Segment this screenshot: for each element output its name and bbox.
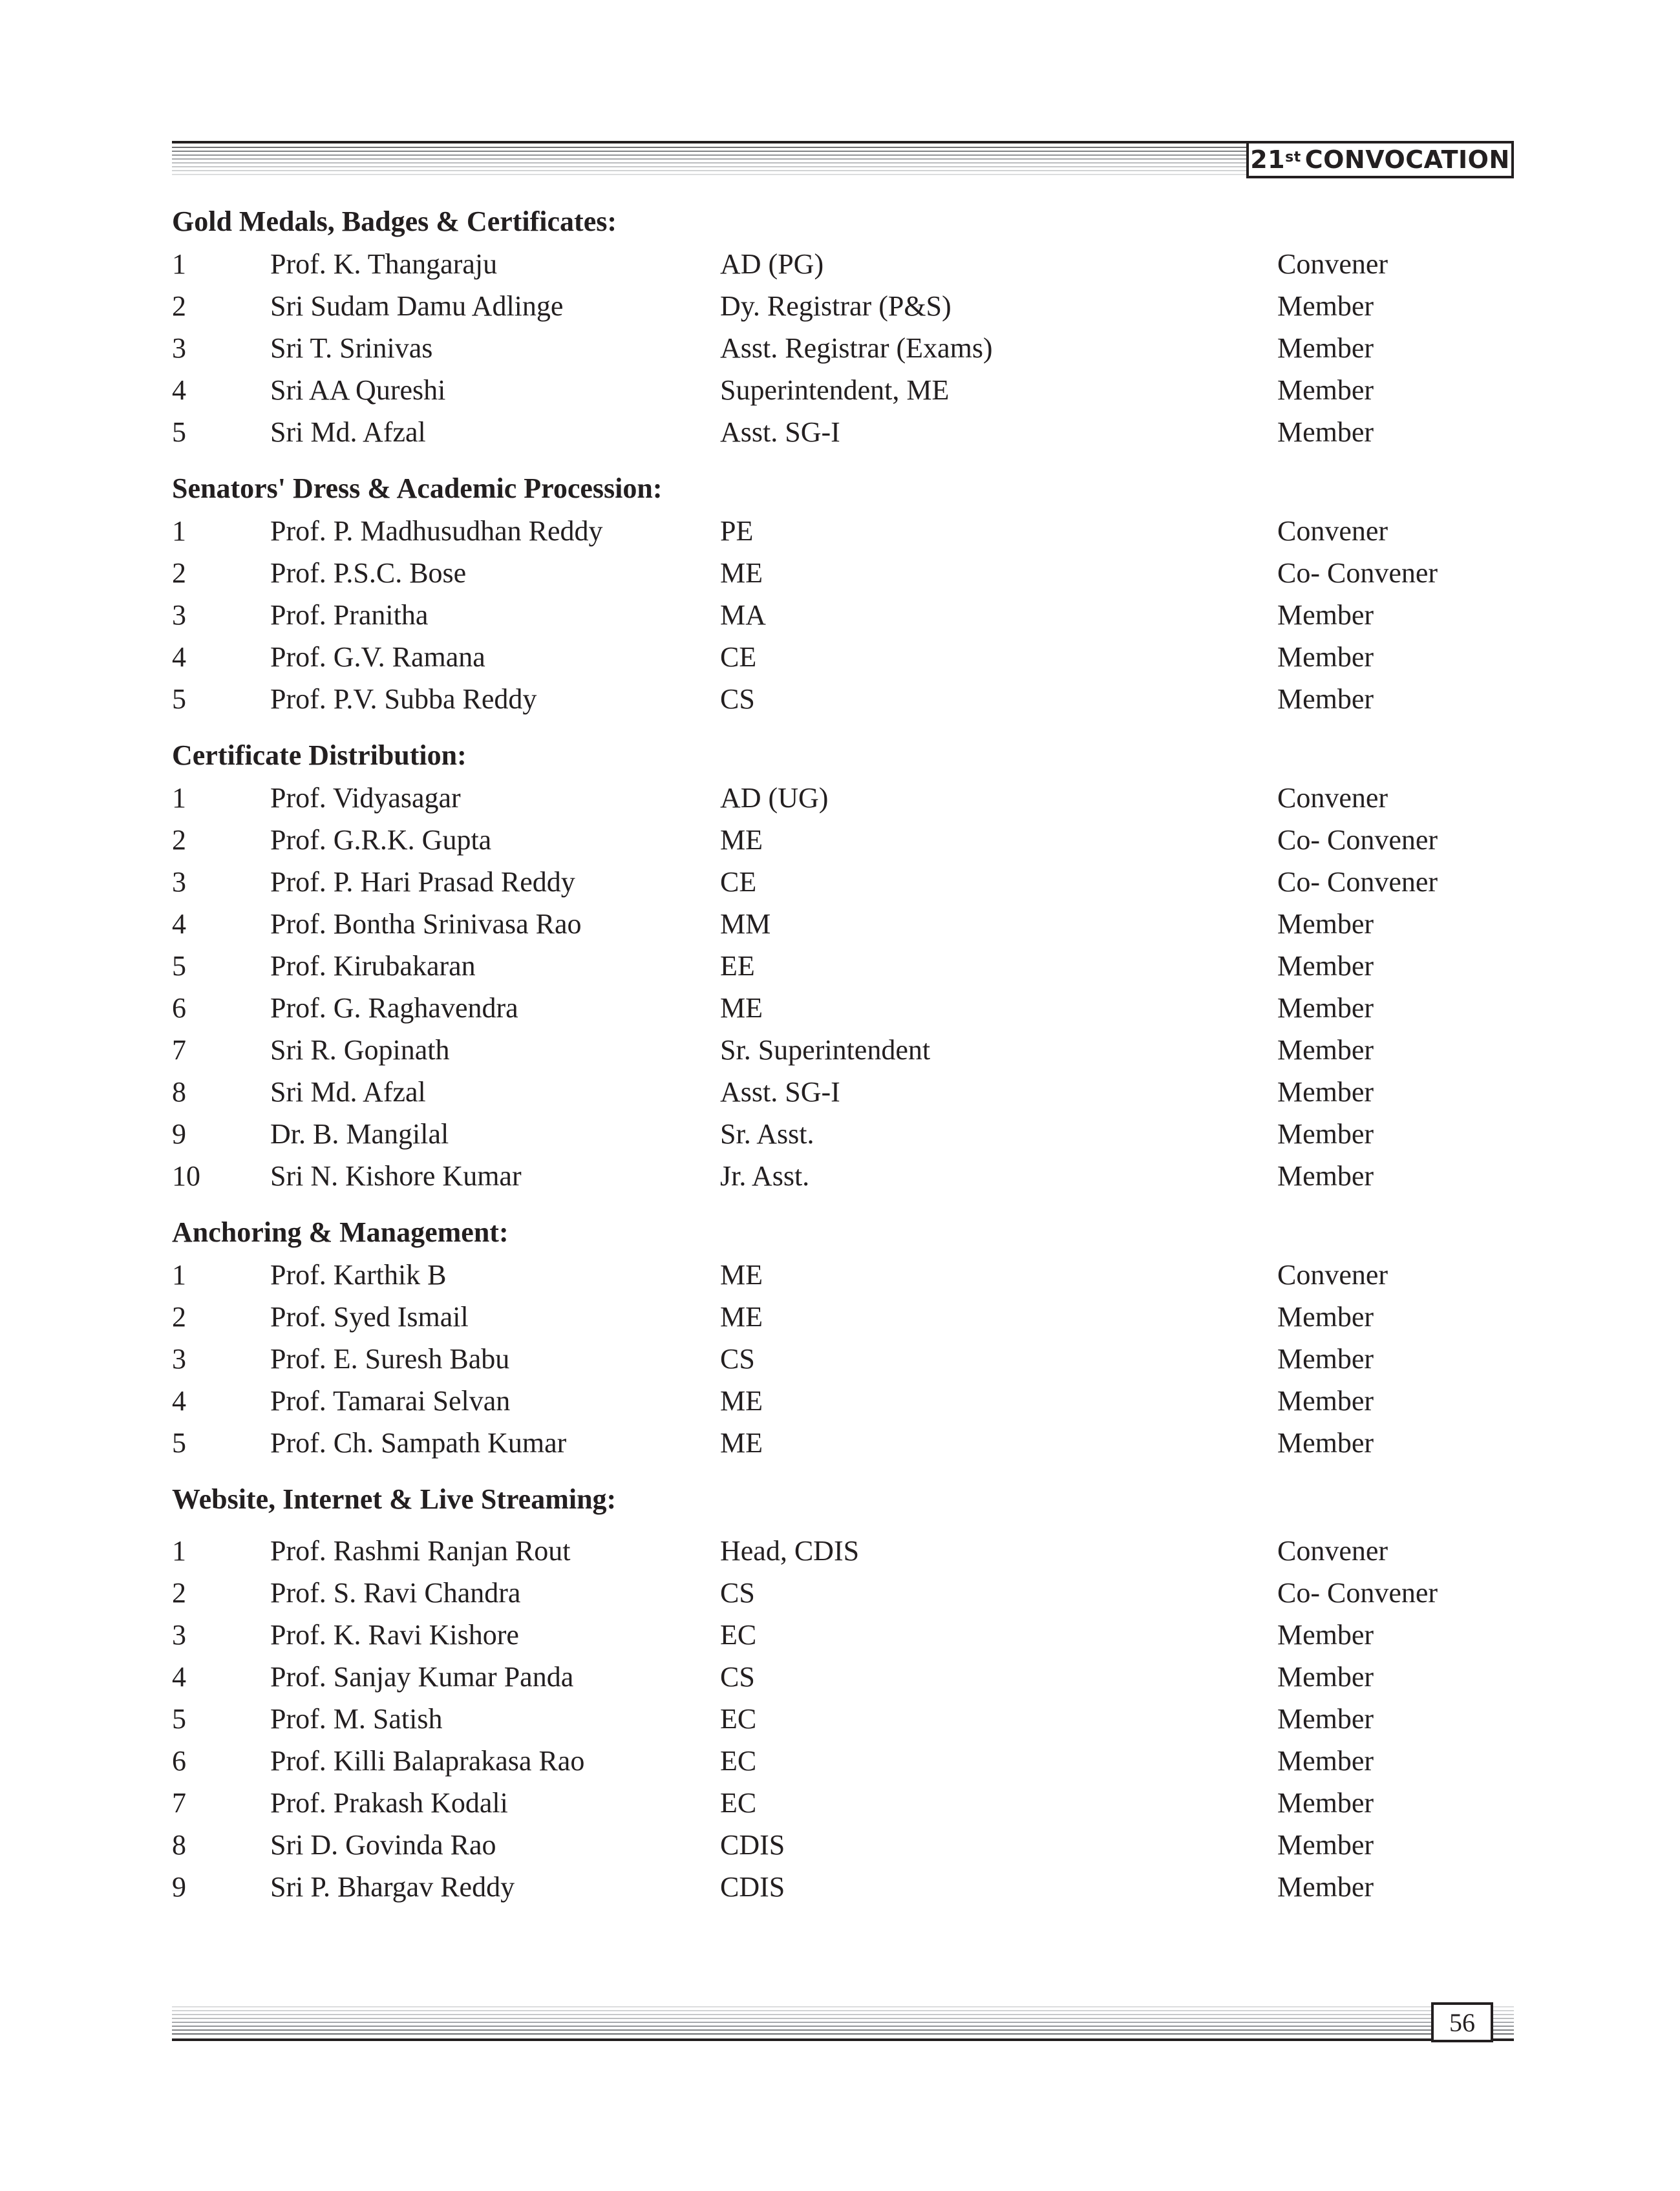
row-number: 5 [172, 950, 186, 982]
member-name: Prof. K. Thangaraju [270, 248, 498, 280]
member-name: Prof. E. Suresh Babu [270, 1343, 510, 1375]
member-dept: EE [720, 950, 755, 982]
row-number: 6 [172, 992, 186, 1024]
member-role: Member [1277, 332, 1374, 364]
member-role: Member [1277, 374, 1374, 406]
member-dept: CE [720, 641, 757, 673]
member-dept: PE [720, 515, 754, 547]
member-dept: MA [720, 599, 766, 631]
member-name: Sri T. Srinivas [270, 332, 433, 364]
member-role: Convener [1277, 1535, 1388, 1567]
section-title: Certificate Distribution: [172, 739, 467, 771]
member-role: Convener [1277, 515, 1388, 547]
member-dept: EC [720, 1745, 757, 1777]
table-row [172, 678, 1514, 720]
member-role: Member [1277, 1343, 1374, 1375]
member-role: Member [1277, 599, 1374, 631]
member-role: Member [1277, 950, 1374, 982]
member-dept: CS [720, 1577, 755, 1609]
section-title: Website, Internet & Live Streaming: [172, 1483, 617, 1515]
member-name: Prof. Karthik B [270, 1259, 447, 1291]
row-number: 5 [172, 683, 186, 715]
member-role: Member [1277, 1118, 1374, 1150]
table-row [172, 819, 1514, 861]
table-row [172, 636, 1514, 678]
row-number: 5 [172, 416, 186, 448]
table-row [172, 411, 1514, 453]
member-role: Co- Convener [1277, 1577, 1438, 1609]
row-number: 5 [172, 1427, 186, 1459]
member-role: Member [1277, 1034, 1374, 1066]
row-number: 4 [172, 374, 186, 406]
member-name: Prof. Killi Balaprakasa Rao [270, 1745, 585, 1777]
member-dept: ME [720, 1427, 763, 1459]
table-row [172, 510, 1514, 552]
table-row [172, 1824, 1514, 1866]
row-number: 4 [172, 1661, 186, 1693]
table-row [172, 777, 1514, 819]
member-role: Co- Convener [1277, 557, 1438, 589]
section-gold-medals [172, 200, 1514, 453]
member-role: Member [1277, 1619, 1374, 1651]
table-row [172, 1530, 1514, 1572]
member-role: Member [1277, 1301, 1374, 1333]
row-number: 5 [172, 1703, 186, 1735]
section-website-streaming [172, 1478, 1514, 1908]
member-dept: Sr. Superintendent [720, 1034, 931, 1066]
member-name: Sri Md. Afzal [270, 416, 426, 448]
table-row [172, 987, 1514, 1029]
member-role: Convener [1277, 248, 1388, 280]
member-dept: CS [720, 1343, 755, 1375]
member-role: Member [1277, 908, 1374, 940]
member-role: Member [1277, 1787, 1374, 1819]
member-name: Prof. Tamarai Selvan [270, 1385, 511, 1417]
member-role: Member [1277, 1661, 1374, 1693]
table-row [172, 945, 1514, 987]
member-name: Prof. Sanjay Kumar Panda [270, 1661, 574, 1693]
member-name: Dr. B. Mangilal [270, 1118, 449, 1150]
member-role: Member [1277, 1427, 1374, 1459]
table-row [172, 1296, 1514, 1338]
member-name: Prof. G.R.K. Gupta [270, 824, 492, 856]
convocation-ordinal: 21 [1250, 145, 1286, 174]
row-number: 3 [172, 599, 186, 631]
row-number: 7 [172, 1787, 186, 1819]
member-name: Sri N. Kishore Kumar [270, 1160, 522, 1192]
member-name: Prof. Rashmi Ranjan Rout [270, 1535, 571, 1567]
table-row [172, 1155, 1514, 1197]
member-name: Sri Sudam Damu Adlinge [270, 290, 564, 322]
row-number: 2 [172, 1577, 186, 1609]
member-role: Member [1277, 683, 1374, 715]
member-dept: Head, CDIS [720, 1535, 860, 1567]
table-row [172, 861, 1514, 903]
member-dept: Dy. Registrar (P&S) [720, 290, 952, 322]
member-name: Sri D. Govinda Rao [270, 1829, 496, 1861]
member-role: Member [1277, 290, 1374, 322]
member-dept: ME [720, 992, 763, 1024]
member-role: Member [1277, 1703, 1374, 1735]
member-name: Prof. Kirubakaran [270, 950, 476, 982]
row-number: 1 [172, 782, 186, 814]
member-dept: EC [720, 1703, 757, 1735]
row-number: 10 [172, 1160, 200, 1192]
member-name: Prof. K. Ravi Kishore [270, 1619, 519, 1651]
table-row [172, 1254, 1514, 1296]
member-dept: CS [720, 1661, 755, 1693]
row-number: 1 [172, 248, 186, 280]
member-dept: ME [720, 1259, 763, 1291]
table-row [172, 1866, 1514, 1908]
member-dept: AD (UG) [720, 782, 829, 814]
row-number: 3 [172, 866, 186, 898]
member-name: Sri P. Bhargav Reddy [270, 1871, 515, 1903]
table-row [172, 1782, 1514, 1824]
member-dept: MM [720, 908, 771, 940]
member-dept: Sr. Asst. [720, 1118, 814, 1150]
row-number: 4 [172, 641, 186, 673]
member-role: Convener [1277, 1259, 1388, 1291]
row-number: 1 [172, 515, 186, 547]
table-row [172, 594, 1514, 636]
member-name: Prof. S. Ravi Chandra [270, 1577, 521, 1609]
row-number: 2 [172, 557, 186, 589]
table-row [172, 1422, 1514, 1464]
table-row [172, 1572, 1514, 1614]
section-certificate-distribution [172, 734, 1514, 1197]
member-name: Prof. P.S.C. Bose [270, 557, 467, 589]
convocation-label [1246, 141, 1514, 178]
table-row [172, 903, 1514, 945]
member-dept: AD (PG) [720, 248, 824, 280]
row-number: 9 [172, 1871, 186, 1903]
member-name: Sri AA Qureshi [270, 374, 446, 406]
table-row [172, 285, 1514, 327]
member-role: Member [1277, 992, 1374, 1024]
row-number: 2 [172, 824, 186, 856]
member-name: Prof. M. Satish [270, 1703, 443, 1735]
table-row [172, 1029, 1514, 1071]
member-role: Member [1277, 1871, 1374, 1903]
table-row [172, 1071, 1514, 1113]
member-role: Member [1277, 416, 1374, 448]
convocation-title: CONVOCATION [1304, 145, 1510, 174]
row-number: 7 [172, 1034, 186, 1066]
table-row [172, 1698, 1514, 1740]
member-dept: ME [720, 824, 763, 856]
member-dept: Asst. Registrar (Exams) [720, 332, 993, 364]
row-number: 4 [172, 1385, 186, 1417]
member-name: Prof. P.V. Subba Reddy [270, 683, 537, 715]
member-role: Co- Convener [1277, 824, 1438, 856]
member-name: Sri Md. Afzal [270, 1076, 426, 1108]
row-number: 8 [172, 1829, 186, 1861]
member-name: Prof. Vidyasagar [270, 782, 461, 814]
page-number: 56 [1431, 2002, 1493, 2042]
member-dept: Asst. SG-I [720, 1076, 840, 1108]
member-role: Member [1277, 1745, 1374, 1777]
table-row [172, 1614, 1514, 1656]
row-number: 9 [172, 1118, 186, 1150]
row-number: 2 [172, 290, 186, 322]
row-number: 6 [172, 1745, 186, 1777]
table-row [172, 1656, 1514, 1698]
member-name: Prof. G. Raghavendra [270, 992, 518, 1024]
member-name: Prof. P. Hari Prasad Reddy [270, 866, 575, 898]
row-number: 3 [172, 1343, 186, 1375]
row-number: 2 [172, 1301, 186, 1333]
member-dept: CDIS [720, 1871, 785, 1903]
convocation-ordinal-suffix: st [1285, 149, 1301, 165]
table-row [172, 327, 1514, 369]
member-name: Prof. Syed Ismail [270, 1301, 469, 1333]
table-row [172, 1338, 1514, 1380]
member-dept: EC [720, 1787, 757, 1819]
table-row [172, 243, 1514, 285]
member-dept: CE [720, 866, 757, 898]
table-row [172, 552, 1514, 594]
member-name: Sri R. Gopinath [270, 1034, 450, 1066]
table-row [172, 1380, 1514, 1422]
row-number: 1 [172, 1259, 186, 1291]
row-number: 3 [172, 1619, 186, 1651]
row-number: 1 [172, 1535, 186, 1567]
member-dept: ME [720, 1301, 763, 1333]
member-dept: ME [720, 1385, 763, 1417]
member-name: Prof. Bontha Srinivasa Rao [270, 908, 582, 940]
member-dept: Superintendent, ME [720, 374, 950, 406]
section-title: Senators' Dress & Academic Procession: [172, 472, 663, 504]
committee-list [172, 200, 1514, 1922]
member-dept: ME [720, 557, 763, 589]
member-role: Member [1277, 1160, 1374, 1192]
member-name: Prof. Ch. Sampath Kumar [270, 1427, 567, 1459]
member-name: Prof. Pranitha [270, 599, 429, 631]
member-name: Prof. P. Madhusudhan Reddy [270, 515, 603, 547]
table-row [172, 1113, 1514, 1155]
table-row [172, 369, 1514, 411]
section-title: Gold Medals, Badges & Certificates: [172, 206, 617, 237]
member-dept: CDIS [720, 1829, 785, 1861]
member-role: Co- Convener [1277, 866, 1438, 898]
row-number: 8 [172, 1076, 186, 1108]
section-title: Anchoring & Management: [172, 1216, 509, 1248]
footer-rule [172, 2005, 1514, 2042]
title-spacer [172, 1521, 1514, 1530]
member-role: Member [1277, 641, 1374, 673]
member-dept: Asst. SG-I [720, 416, 840, 448]
member-dept: EC [720, 1619, 757, 1651]
section-anchoring-management [172, 1211, 1514, 1464]
row-number: 4 [172, 908, 186, 940]
member-role: Member [1277, 1829, 1374, 1861]
member-role: Member [1277, 1385, 1374, 1417]
member-role: Convener [1277, 782, 1388, 814]
member-name: Prof. Prakash Kodali [270, 1787, 508, 1819]
table-row [172, 1740, 1514, 1782]
row-number: 3 [172, 332, 186, 364]
member-dept: CS [720, 683, 755, 715]
member-role: Member [1277, 1076, 1374, 1108]
member-name: Prof. G.V. Ramana [270, 641, 485, 673]
section-senators-dress [172, 467, 1514, 720]
member-dept: Jr. Asst. [720, 1160, 810, 1192]
